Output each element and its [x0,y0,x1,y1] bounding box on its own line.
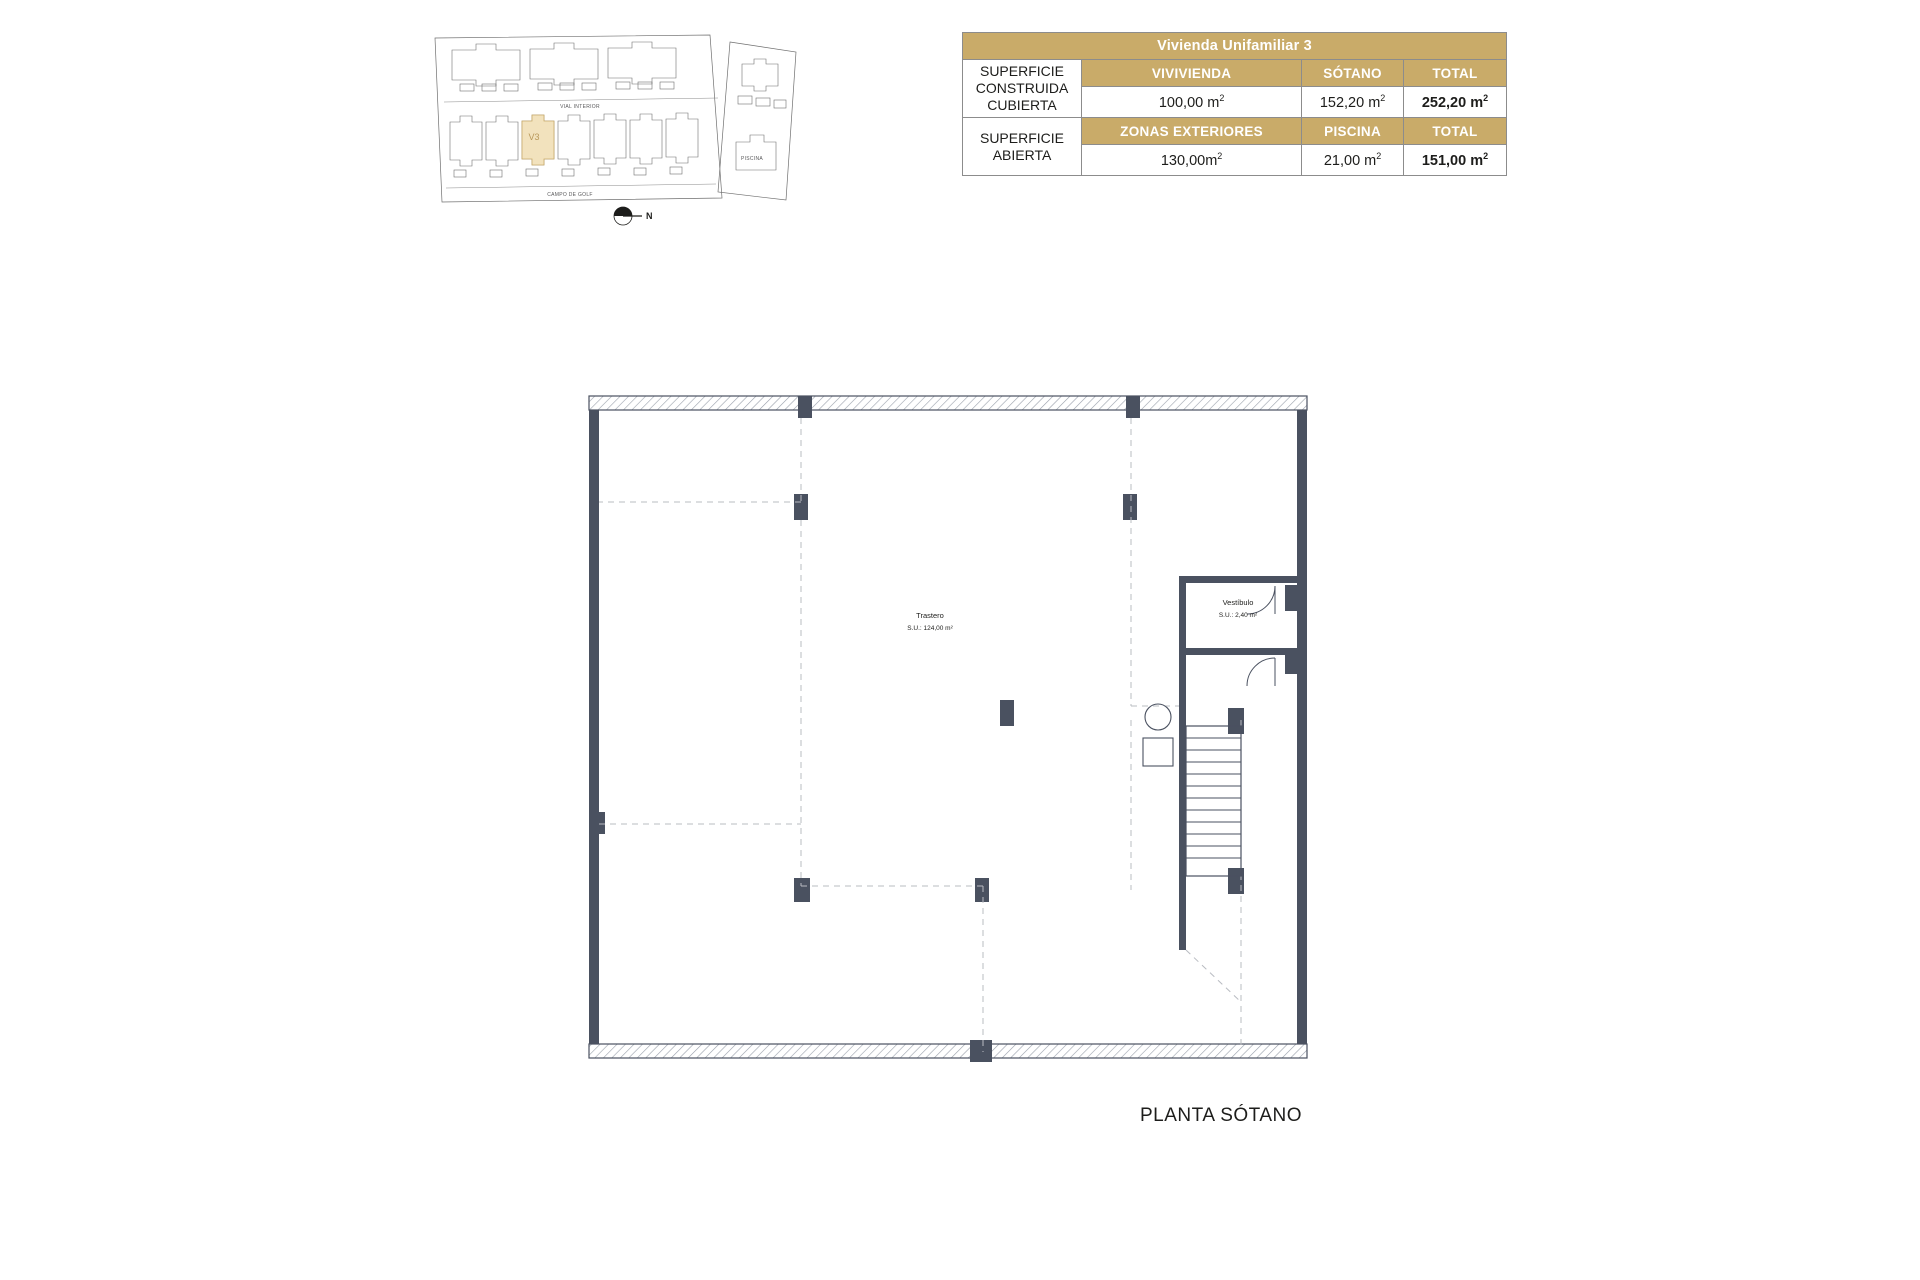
sitekey-road-label: VIAL INTERIOR [560,104,600,110]
areas-table [962,32,1507,176]
wall-right [1297,410,1307,1044]
row-label-abierta: SUPERFICIE ABIERTA [963,118,1082,176]
areas-table-header-row-1 [963,60,1507,87]
header-zonas-exteriores: ZONAS EXTERIORES [1082,118,1302,145]
value-sotano-unit: 2 [1380,93,1386,104]
sitekey-plot-label: V3 [528,132,540,142]
header-total-abierta: TOTAL [1403,118,1506,145]
room-label-trastero: Trastero [916,611,944,620]
sitekey-pool-label: PISCINA [740,156,764,162]
header-vivivienda: VIVIVIENDA [1082,60,1302,87]
wall-left [589,410,599,1044]
value-zonas-exteriores [1082,145,1302,176]
areas-table-title-row [963,33,1507,60]
room-area-vestibulo: S.U.: 2,40 m² [1218,612,1258,619]
north-arrow-icon [614,207,653,225]
value-vivivienda-text: 100,00 m [1158,94,1220,111]
areas-table-title: Vivienda Unifamiliar 3 [963,33,1507,60]
value-total-cubierta-unit: 2 [1483,93,1489,104]
plan-caption: PLANTA SÓTANO [1140,1105,1303,1126]
sitekey-golf-label: CAMPO DE GOLF [547,192,593,198]
value-sotano [1302,87,1404,118]
value-total-cubierta-text: 252,20 m [1421,94,1484,111]
room-label-vestibulo: Vestíbulo [1222,598,1254,607]
value-total-cubierta [1403,87,1506,118]
value-vivivienda [1082,87,1302,118]
sitekey-highlight-plot [522,115,554,165]
value-piscina [1302,145,1404,176]
basement-floor-plan [575,390,1335,1090]
areas-table-header-row-2 [963,118,1507,145]
value-zonas-exteriores-unit: 2 [1217,151,1223,162]
columns [589,396,1299,1062]
value-sotano-text: 152,20 m [1319,94,1381,111]
value-total-abierta-unit: 2 [1483,151,1489,162]
row-label-construida: SUPERFICIE CONSTRUIDA CUBIERTA [963,60,1082,118]
fixtures [1143,704,1173,766]
value-total-abierta [1403,145,1506,176]
staircase [1186,726,1241,876]
value-vivivienda-unit: 2 [1219,93,1225,104]
header-piscina: PISCINA [1302,118,1404,145]
room-area-trastero: S.U.: 124,00 m² [907,625,953,632]
site-key-plan [430,30,880,230]
value-piscina-unit: 2 [1376,151,1382,162]
header-sotano: SÓTANO [1302,60,1404,87]
value-total-abierta-text: 151,00 m [1421,152,1484,169]
value-piscina-text: 21,00 m [1323,152,1377,169]
north-label: N [646,211,653,221]
wall-bottom [589,1044,1307,1058]
header-total-cubierta: TOTAL [1403,60,1506,87]
projection-lines [599,418,1241,1052]
value-zonas-exteriores-text: 130,00m [1160,152,1218,169]
wall-top [589,396,1307,410]
